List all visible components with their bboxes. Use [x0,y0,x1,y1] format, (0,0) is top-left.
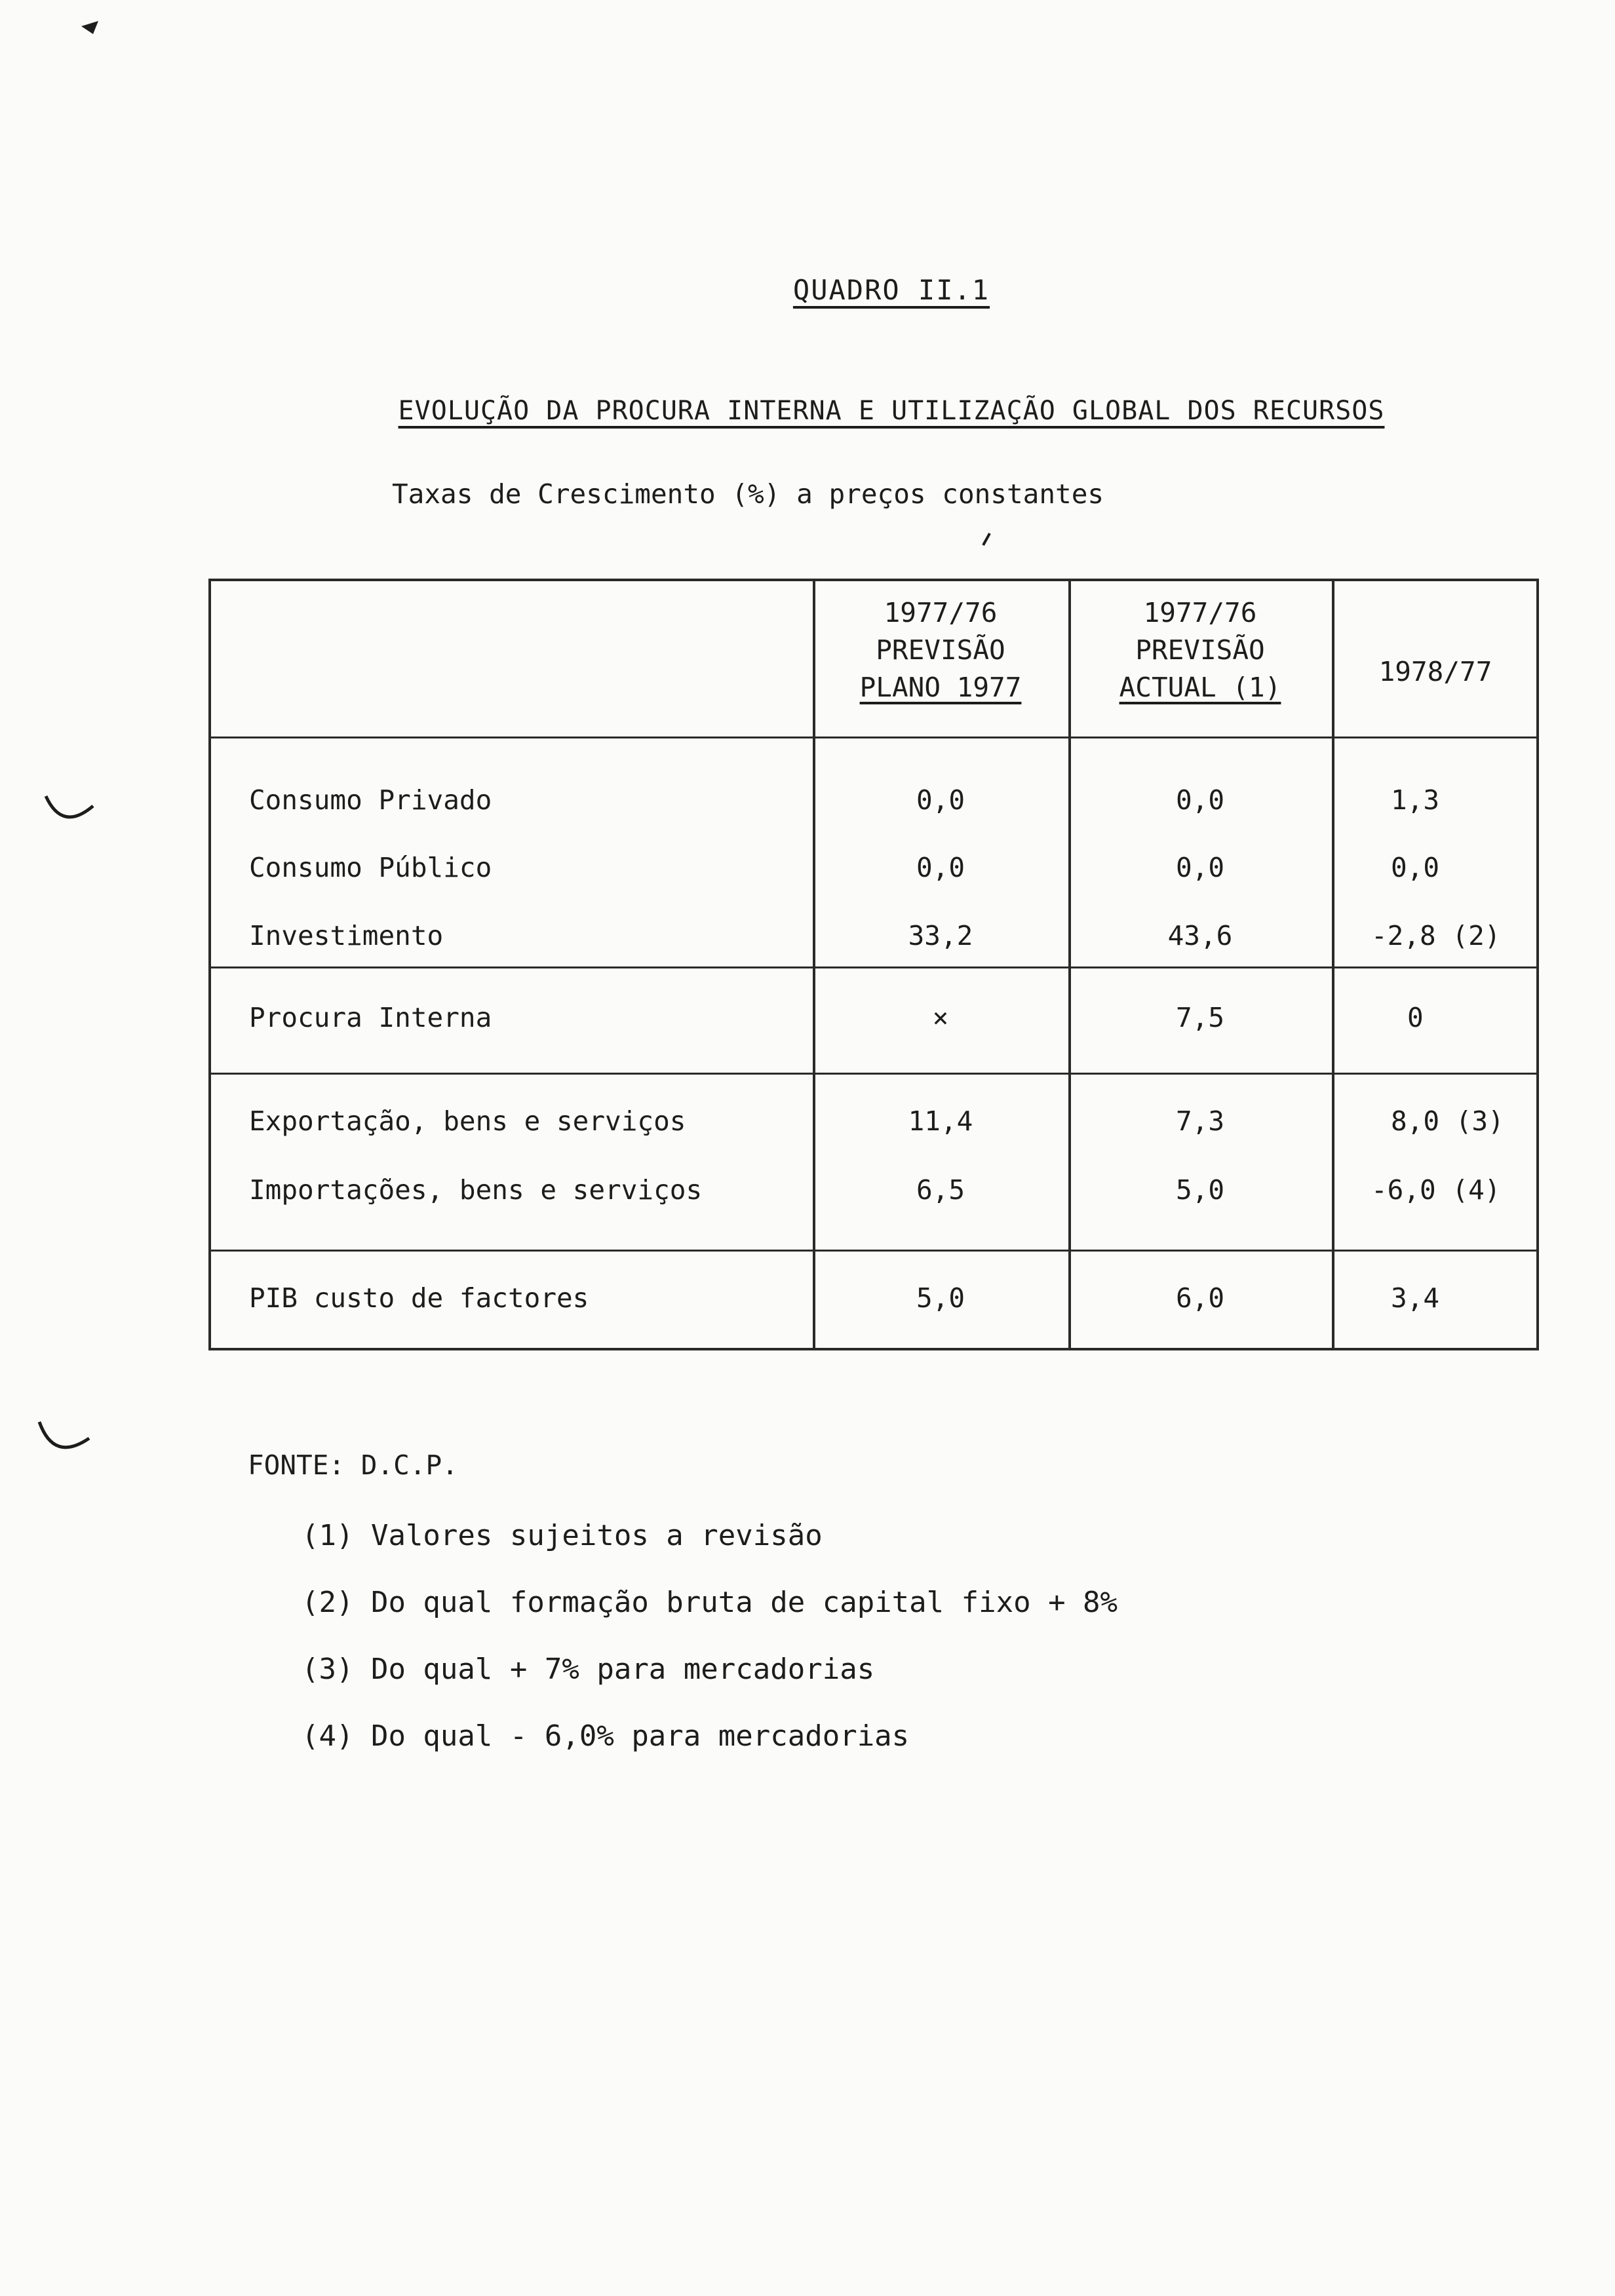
growth-rates-table [208,579,1539,1350]
table-cell: 43,6 [1167,920,1233,951]
table-cell: 1,3 [1391,784,1440,816]
header-source: PLANO 1977 [859,672,1022,703]
table-cell: × [932,1002,949,1033]
row-label-investimento: Investimento [249,920,444,951]
table-cell: 5,0 [1175,1174,1225,1206]
table-cell: 6,0 [1175,1282,1225,1314]
table-cell: 7,3 [1175,1105,1225,1137]
table-cell: 0,0 [916,852,965,883]
header-source: ACTUAL (1) [1119,672,1281,703]
row-divider [211,966,1536,968]
table-cell: 0,0 [1175,784,1225,816]
header-period: 1977/76 [1143,597,1257,628]
table-cell: -6,0 (4) [1371,1174,1501,1206]
table-cell: 7,5 [1175,1002,1225,1033]
column-header-plano-1977 [813,594,1068,706]
header-period: 1978/77 [1378,656,1492,687]
table-cell: 33,2 [908,920,973,951]
footnote-1: (1) Valores sujeitos a revisão [302,1519,823,1552]
units-caption: Taxas de Crescimento (%) a preços constantes [392,478,1104,510]
document-title: QUADRO II.1 [792,274,990,306]
table-cell: 8,0 (3) [1391,1105,1504,1137]
scan-speck [979,529,995,549]
table-cell: 0,0 [1391,852,1440,883]
row-divider [211,1250,1536,1252]
row-label-consumo-publico: Consumo Público [249,852,492,883]
row-label-pib: PIB custo de factores [249,1282,589,1314]
table-cell: -2,8 (2) [1371,920,1501,951]
column-divider [1332,581,1334,1348]
row-label-importacoes: Importações, bens e serviços [249,1174,703,1206]
table-cell: 0 [1407,1002,1424,1033]
row-label-exportacao: Exportação, bens e serviços [249,1105,686,1137]
footnote-4: (4) Do qual - 6,0% para mercadorias [302,1719,910,1753]
column-header-actual [1068,594,1332,706]
header-type: PREVISÃO [1135,634,1265,666]
table-cell: 5,0 [916,1282,965,1314]
table-cell: 0,0 [916,784,965,816]
table-cell: 0,0 [1175,852,1225,883]
table-cell: 11,4 [908,1105,973,1137]
scan-speck [79,18,105,38]
table-cell: 3,4 [1391,1282,1440,1314]
column-header-1978-77 [1332,653,1539,691]
footnote-3: (3) Do qual + 7% para mercadorias [302,1653,875,1686]
document-subtitle: EVOLUÇÃO DA PROCURA INTERNA E UTILIZAÇÃO GLOBAL DOS RECURSOS [398,396,1385,426]
row-label-procura-interna: Procura Interna [249,1002,492,1033]
header-type: PREVISÃO [876,634,1005,666]
punch-hole-mark [39,786,98,832]
footnote-2: (2) Do qual formação bruta de capital fixo + 8% [302,1586,1118,1619]
row-divider [211,737,1536,738]
header-period: 1977/76 [884,597,998,628]
table-cell: 6,5 [916,1174,965,1206]
source-line: FONTE: D.C.P. [248,1449,458,1481]
punch-hole-mark [34,1415,93,1461]
row-label-consumo-privado: Consumo Privado [249,784,492,816]
row-divider [211,1073,1536,1075]
